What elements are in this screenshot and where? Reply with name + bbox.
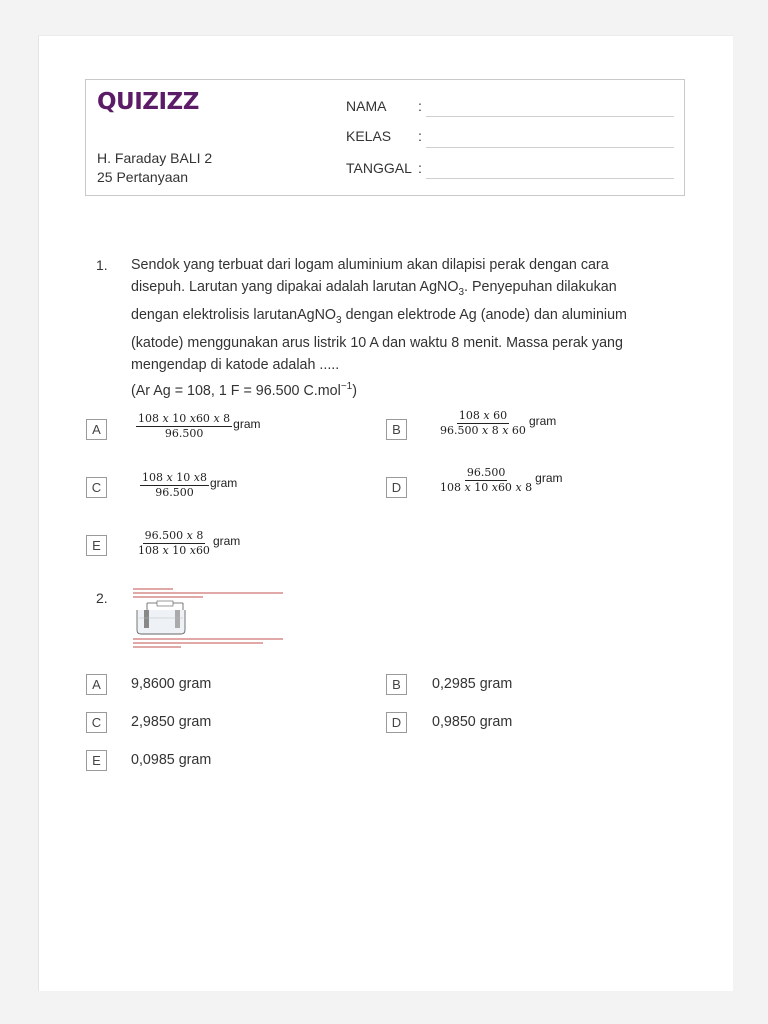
option-b-box[interactable]: B [386, 419, 407, 440]
question-text-part: dengan elektrode Ag (anode) dan aluminium [341, 306, 627, 323]
subscript: 3 [336, 314, 342, 326]
option-d-box[interactable]: D [386, 477, 407, 498]
unit: gram [535, 470, 563, 485]
question-line [131, 304, 671, 332]
option-e-box[interactable]: E [86, 750, 107, 771]
nama-colon: : [418, 98, 422, 114]
question-image[interactable] [131, 586, 287, 652]
question-number: 2. [96, 590, 108, 606]
question-text-part: dengan elektrolisis larutanAgNO [131, 306, 337, 323]
denominator: 96.500 [155, 486, 194, 499]
superscript: −1 [340, 380, 353, 392]
unit: gram [233, 416, 261, 431]
option-e-text[interactable]: 0,0985 gram [131, 752, 212, 768]
option-e-box[interactable]: E [86, 535, 107, 556]
question-line: Sendok yang terbuat dari logam aluminium akan dilapisi perak dengan cara [131, 257, 609, 273]
question-line: (katode) menggunakan arus listrik 10 A dan waktu 8 menit. Massa perak yang [131, 334, 623, 351]
option-a-text[interactable]: 9,8600 gram [131, 676, 212, 692]
tanggal-colon: : [418, 160, 422, 176]
denominator: 108 x 10 x60 [138, 544, 210, 557]
numerator: 108 x 60 [458, 409, 508, 422]
option-c-box[interactable]: C [86, 477, 107, 498]
option-d-formula[interactable] [438, 466, 563, 495]
option-a-formula[interactable] [136, 412, 261, 441]
option-b-box[interactable]: B [386, 674, 407, 695]
question-line [131, 276, 671, 304]
option-d-box[interactable]: D [386, 712, 407, 733]
quiz-title: H. Faraday BALI 2 [97, 150, 213, 166]
unit: gram [528, 413, 557, 428]
numerator: 108 x 10 x60 x 8 [138, 412, 231, 425]
denominator: 108 x 10 x60 x 8 [440, 481, 533, 494]
denominator: 96.500 [164, 427, 204, 440]
tanggal-label: TANGGAL [346, 160, 412, 176]
question-line: mengendap di katode adalah ..... [131, 356, 340, 373]
worksheet-header [85, 79, 685, 196]
subscript: 3 [458, 286, 465, 298]
option-c-text[interactable]: 2,9850 gram [131, 714, 212, 730]
option-c-box[interactable]: C [86, 712, 107, 733]
question-text-part: ) [352, 382, 357, 399]
option-e-formula[interactable] [136, 529, 240, 558]
question-line [131, 376, 671, 402]
kelas-colon: : [418, 128, 422, 144]
quizizz-logo: QUIZIZZ [97, 89, 199, 115]
option-b-text[interactable]: 0,2985 gram [432, 676, 513, 692]
nama-label: NAMA [346, 98, 387, 114]
option-a-box[interactable]: A [86, 419, 107, 440]
unit: gram [209, 475, 238, 490]
option-b-formula[interactable] [438, 409, 556, 438]
electrolysis-diagram-image [131, 586, 287, 652]
question-count: 25 Pertanyaan [97, 169, 189, 185]
tanggal-line[interactable] [426, 178, 674, 179]
option-c-formula[interactable] [140, 471, 237, 500]
numerator: 96.500 x 8 [144, 529, 204, 542]
question-text [131, 254, 671, 401]
kelas-label: KELAS [346, 128, 392, 144]
option-d-text[interactable]: 0,9850 gram [432, 714, 513, 730]
question-text-part: (Ar Ag = 108, 1 F = 96.500 C.mol [131, 382, 341, 399]
question-text-part: disepuh. Larutan yang dipakai adalah larutan AgNO [131, 279, 459, 295]
nama-line[interactable] [426, 116, 674, 117]
unit: gram [212, 533, 241, 548]
kelas-line[interactable] [426, 147, 674, 148]
denominator: 96.500 x 8 x 60 [440, 424, 526, 437]
question-text-part: . Penyepuhan dilakukan [464, 279, 617, 295]
option-a-box[interactable]: A [86, 674, 107, 695]
question-number: 1. [96, 257, 108, 273]
numerator: 108 x 10 x8 [142, 471, 207, 484]
numerator: 96.500 [466, 466, 506, 479]
